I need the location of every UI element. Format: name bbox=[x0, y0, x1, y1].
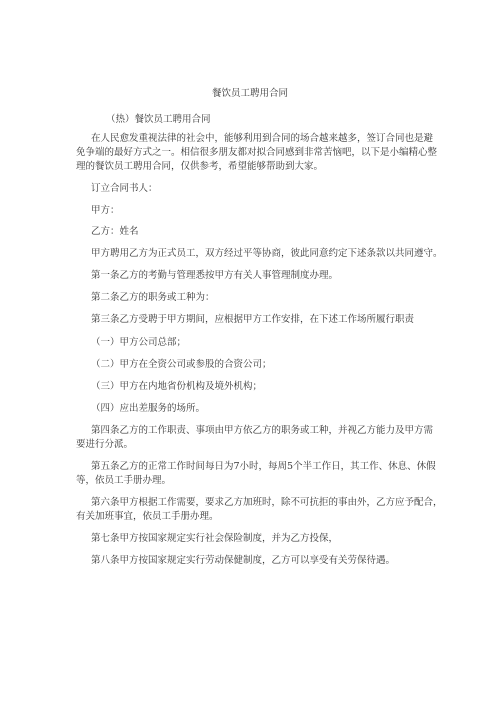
article-4-line-1: 第四条乙方的工作职责、事项由甲方依乙方的职务或工种，并视乙方能力及甲方需 bbox=[91, 425, 434, 436]
subtitle: （热）餐饮员工聘用合同 bbox=[106, 114, 211, 125]
intro-line-1: 在人民愈发重视法律的社会中，能够利用到合同的场合越来越多，签订合同也是避 bbox=[91, 133, 434, 144]
article-3: 第三条乙方受聘于甲方期间，应根据甲方工作安排，在下述工作场所履行职责 bbox=[91, 314, 415, 325]
agreement-text: 甲方聘用乙方为正式员工，双方经过平等协商，彼此同意约定下述条款以共同遵守。 bbox=[91, 248, 443, 259]
document-title: 餐饮员工聘用合同 bbox=[211, 88, 288, 99]
signatory-label: 订立合同书人： bbox=[91, 183, 158, 194]
article-4-line-2: 要进行分派。 bbox=[76, 439, 134, 450]
article-5-line-1: 第五条乙方的正常工作时间每日为7小时，每周5个半工作日，其工作、休息、休假 bbox=[91, 461, 436, 472]
article-7: 第七条甲方按国家规定实行社会保险制度，并为乙方投保， bbox=[91, 533, 339, 544]
party-b-label: 乙方：姓名 bbox=[91, 226, 139, 237]
intro-line-3: 理的餐饮员工聘用合同，仅供参考，希望能够帮助到大家。 bbox=[76, 161, 324, 172]
place-item-4: （四）应出差服务的场所。 bbox=[91, 403, 206, 414]
place-item-3: （三）甲方在内地省份机构及境外机构； bbox=[91, 381, 263, 392]
article-6-line-2: 有关加班事宜，依员工手册办理。 bbox=[76, 511, 219, 522]
intro-line-2: 免争端的最好方式之一。相信很多朋友都对拟合同感到非常苦恼吧，以下是小编精心整 bbox=[76, 147, 438, 158]
article-8: 第八条甲方按国家规定实行劳动保健制度，乙方可以享受有关劳保待遇。 bbox=[91, 555, 396, 566]
place-item-2: （二）甲方在全资公司或参股的合资公司； bbox=[91, 359, 272, 370]
article-5-line-2: 等，依员工手册办理。 bbox=[76, 475, 172, 486]
place-item-1: （一）甲方公司总部； bbox=[91, 337, 187, 348]
article-6-line-1: 第六条甲方根据工作需要，要求乙方加班时，除不可抗拒的事由外，乙方应予配合， bbox=[91, 497, 443, 508]
party-a-label: 甲方： bbox=[91, 205, 120, 216]
article-1: 第一条乙方的考勤与管理悉按甲方有关人事管理制度办理。 bbox=[91, 270, 339, 281]
article-2: 第二条乙方的职务或工种为： bbox=[91, 292, 215, 303]
